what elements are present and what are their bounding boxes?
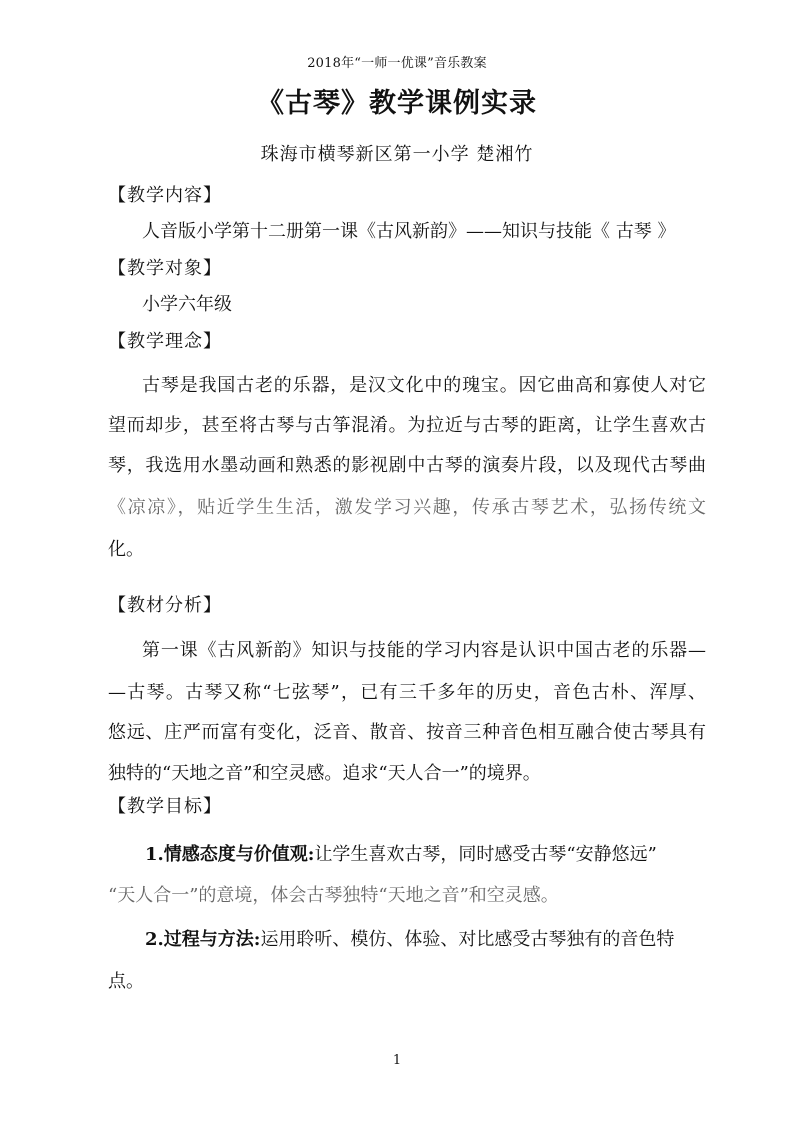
- goal-1-label: 1.情感态度与价值观:: [145, 844, 315, 865]
- teaching-concept-heading: 【教学理念】: [108, 331, 222, 352]
- goal-1-text: 让学生喜欢古琴，同时感受古琴“安静悠远”: [314, 844, 657, 865]
- teaching-goals-heading: 【教学目标】: [108, 796, 222, 817]
- goal-1-line: [145, 842, 706, 868]
- teaching-object-text: 小学六年级: [142, 294, 232, 315]
- concept-line: 化。: [108, 539, 144, 560]
- analysis-line: 第一课《古风新韵》知识与技能的学习内容是认识中国古老的乐器—: [142, 640, 706, 661]
- teaching-object-heading: 【教学对象】: [108, 258, 222, 279]
- goal-2-line: [145, 927, 706, 953]
- teaching-content-heading: 【教学内容】: [108, 185, 222, 206]
- concept-line: 琴，我选用水墨动画和熟悉的影视剧中古琴的演奏片段，以及现代古琴曲: [108, 455, 706, 476]
- analysis-line: —古琴。古琴又称“七弦琴”，已有三千多年的历史，音色古朴、浑厚、: [108, 682, 706, 703]
- analysis-line: 独特的“天地之音”和空灵感。追求“天人合一”的境界。: [108, 763, 541, 784]
- document-title: 《古琴》教学课例实录: [257, 88, 537, 119]
- author-line: 珠海市横琴新区第一小学 楚湘竹: [260, 144, 534, 165]
- page-header: 2018年“一师一优课”音乐教案: [307, 56, 487, 71]
- teaching-content-text: 人音版小学第十二册第一课《古风新韵》——知识与技能《 古琴 》: [142, 221, 676, 242]
- goal-1-continuation: “天人合一”的意境，体会古琴独特“天地之音”和空灵感。: [108, 885, 559, 906]
- goal-2-continuation: 点。: [108, 971, 144, 992]
- concept-line: 望而却步，甚至将古琴与古筝混淆。为拉近与古琴的距离，让学生喜欢古: [108, 415, 706, 436]
- material-analysis-heading: 【教材分析】: [108, 595, 222, 616]
- page-number: 1: [392, 1053, 402, 1068]
- concept-line: 《凉凉》，贴近学生生活，激发学习兴趣，传承古琴艺术，弘扬传统文: [108, 497, 706, 518]
- goal-2-text: 运用聆听、模仿、体验、对比感受古琴独有的音色特: [260, 929, 675, 950]
- goal-2-label: 2.过程与方法:: [145, 929, 261, 950]
- analysis-line: 悠远、庄严而富有变化，泛音、散音、按音三种音色相互融合使古琴具有: [108, 722, 706, 743]
- concept-line: 古琴是我国古老的乐器，是汉文化中的瑰宝。因它曲高和寡使人对它: [142, 375, 706, 396]
